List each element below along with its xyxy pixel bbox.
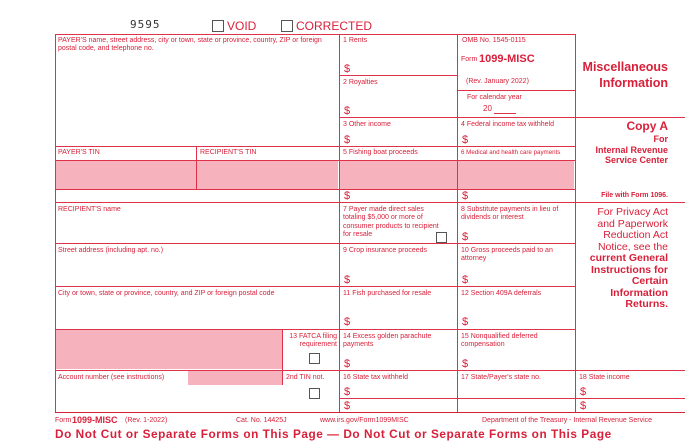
- omb-form-prefix: Form: [461, 56, 478, 63]
- grid-line: [457, 34, 458, 412]
- grid-line: [458, 90, 575, 91]
- box17-label: 17 State/Payer's state no.: [461, 374, 541, 381]
- fatca-row-fill: [56, 330, 282, 369]
- form-title: [578, 59, 668, 91]
- box7-label: 7 Payer made direct sales totaling $5,000 or more of consumer products to recipient for resale: [343, 206, 439, 239]
- general-line-2: Instructions for: [590, 263, 668, 276]
- box5-dollar[interactable]: $: [344, 190, 351, 202]
- box16-dollar-2[interactable]: $: [344, 400, 351, 412]
- box10-dollar[interactable]: $: [462, 274, 469, 286]
- footer-rev: (Rev. 1-2022): [125, 417, 168, 424]
- privacy-line-4: Notice, see the: [597, 240, 668, 253]
- grid-line: [55, 286, 575, 287]
- corrected-label: CORRECTED: [296, 19, 373, 33]
- grid-line: [55, 34, 575, 35]
- form-code: 9595: [130, 18, 161, 31]
- tin-fill: [56, 161, 338, 189]
- omb-number: OMB No. 1545-0115: [462, 37, 526, 44]
- box15-dollar[interactable]: $: [462, 358, 469, 370]
- footer-form-name: 1099-MISC: [72, 415, 118, 425]
- box2-label: 2 Royalties: [343, 79, 378, 86]
- box6-dollar[interactable]: $: [462, 190, 469, 202]
- second-tin-checkbox[interactable]: [309, 388, 320, 399]
- fatca-checkbox[interactable]: [309, 353, 320, 364]
- grid-line: [55, 189, 575, 190]
- grid-line: [340, 75, 458, 76]
- grid-line: [55, 160, 575, 161]
- cal-year-label: For calendar year: [467, 94, 522, 101]
- grid-line: [55, 202, 685, 203]
- title-line-1: Miscellaneous: [582, 60, 668, 74]
- privacy-line-2: and Paperwork: [597, 217, 668, 230]
- footer-form-prefix: Form: [55, 417, 72, 424]
- box2-dollar[interactable]: $: [344, 105, 351, 117]
- file-with-label: File with Form 1096.: [601, 192, 668, 199]
- grid-line: [55, 370, 685, 371]
- box3-label: 3 Other income: [343, 121, 391, 128]
- box11-label: 11 Fish purchased for resale: [343, 290, 432, 297]
- grid-line: [55, 243, 575, 244]
- box15-label: 15 Nonqualified deferred compensation: [461, 333, 538, 349]
- irs-line-1: Internal Revenue: [595, 144, 668, 155]
- privacy-line-3: Reduction Act: [603, 229, 668, 241]
- grid-line: [340, 117, 685, 118]
- footer-dept: Department of the Treasury - Internal Revenue Service: [482, 417, 653, 424]
- account-label: Account number (see instructions): [58, 374, 165, 381]
- general-line-1: current General: [589, 252, 668, 264]
- title-line-2: Information: [599, 76, 668, 90]
- box3-dollar[interactable]: $: [344, 134, 351, 146]
- grid-line: [55, 329, 575, 330]
- recipient-tin-label: RECIPIENT'S TIN: [200, 149, 257, 156]
- box16-label: 16 State tax withheld: [343, 374, 408, 381]
- payer-tin-label: PAYER'S TIN: [58, 149, 100, 156]
- footer-url[interactable]: www.irs.gov/Form1099MISC: [320, 417, 409, 424]
- box1-label: 1 Rents: [343, 37, 368, 44]
- box16-dollar-1[interactable]: $: [344, 386, 351, 398]
- box5-label: 5 Fishing boat proceeds: [343, 149, 418, 156]
- box4-label: 4 Federal income tax withheld: [461, 121, 554, 128]
- irs-block: [578, 134, 668, 166]
- grid-line: [55, 34, 56, 412]
- box13-label: 13 FATCA filing requirement: [289, 333, 337, 349]
- general-line-5: Returns.: [625, 298, 668, 310]
- void-checkbox[interactable]: [212, 20, 224, 32]
- second-tin-label: 2nd TIN not.: [286, 374, 325, 381]
- box11-dollar[interactable]: $: [344, 316, 351, 328]
- city-label: City or town, state or province, country, and ZIP or foreign postal code: [58, 290, 275, 297]
- omb-form-name: 1099-MISC: [479, 53, 535, 65]
- box18-dollar-2[interactable]: $: [580, 400, 587, 412]
- general-line-3: Certain: [631, 275, 668, 287]
- privacy-line-1: For Privacy Act: [597, 206, 668, 218]
- box4-dollar[interactable]: $: [462, 134, 469, 146]
- footer-cat: Cat. No. 14425J: [236, 417, 287, 424]
- box18-label: 18 State income: [579, 374, 630, 381]
- for-label: For: [653, 134, 668, 144]
- grid-line: [339, 34, 340, 412]
- copy-label: Copy A: [626, 119, 668, 133]
- recipient-name-label: RECIPIENT'S name: [58, 206, 121, 213]
- account-fill: [188, 371, 282, 385]
- grid-line: [55, 412, 685, 413]
- general-line-4: Information: [610, 286, 668, 299]
- grid-line: [340, 398, 685, 399]
- year-line: [494, 113, 516, 114]
- payer-name-label: PAYER'S name, street address, city or town, state or province, country, ZIP or foreign postal code, and telephone no.: [58, 37, 322, 53]
- box12-dollar[interactable]: $: [462, 316, 469, 328]
- box6-label: 6 Medical and health care payments: [461, 149, 561, 156]
- box8-dollar[interactable]: $: [462, 231, 469, 243]
- omb-revision: (Rev. January 2022): [466, 78, 529, 85]
- grid-line: [196, 146, 197, 189]
- box14-label: 14 Excess golden parachute payments: [343, 333, 432, 349]
- box9-dollar[interactable]: $: [344, 274, 351, 286]
- box14-dollar[interactable]: $: [344, 358, 351, 370]
- box1-dollar[interactable]: $: [344, 63, 351, 75]
- corrected-checkbox[interactable]: [281, 20, 293, 32]
- box18-dollar-1[interactable]: $: [580, 386, 587, 398]
- street-label: Street address (including apt. no.): [58, 247, 164, 254]
- box10-label: 10 Gross proceeds paid to an attorney: [461, 247, 553, 263]
- box9-label: 9 Crop insurance proceeds: [343, 247, 428, 254]
- grid-line: [55, 146, 575, 147]
- grid-line: [282, 329, 283, 385]
- box12-label: 12 Section 409A deferrals: [461, 290, 542, 297]
- privacy-block: [576, 207, 668, 311]
- footer-warning: Do Not Cut or Separate Forms on This Page — Do Not Cut or Separate Forms on This Page: [55, 427, 612, 441]
- irs-line-2: Service Center: [604, 155, 668, 165]
- box7-checkbox[interactable]: [436, 232, 447, 243]
- cal-year: 20: [483, 104, 492, 113]
- box8-label: 8 Substitute payments in lieu of dividends or interest: [461, 206, 559, 222]
- void-label: VOID: [227, 19, 257, 33]
